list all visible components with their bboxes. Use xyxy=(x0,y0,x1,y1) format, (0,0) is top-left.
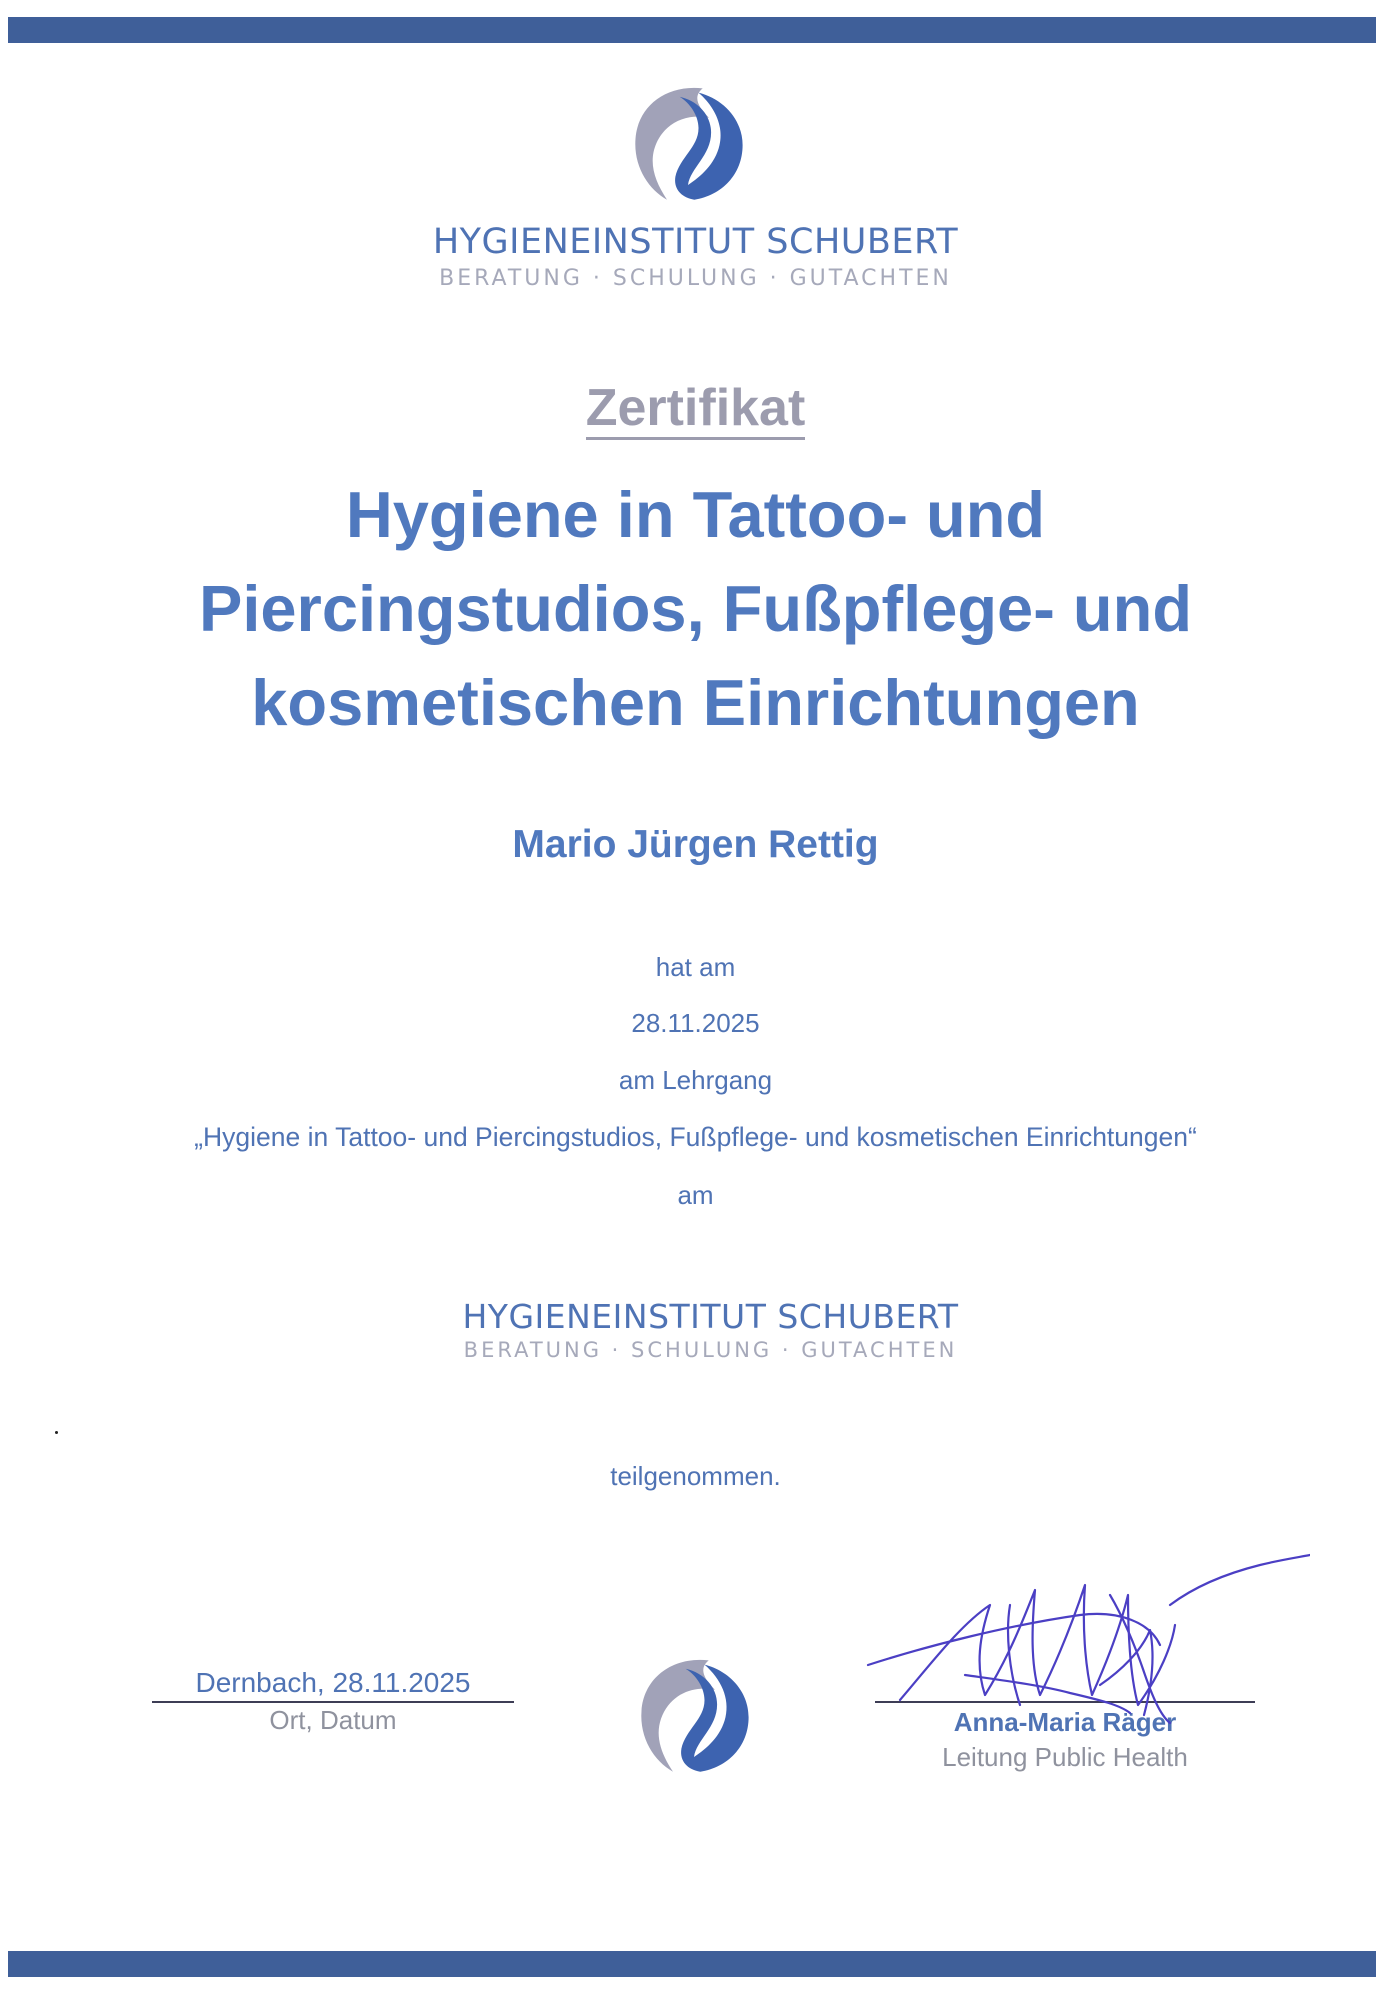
place-date-label: Ort, Datum xyxy=(269,1705,397,1735)
scan-speck xyxy=(55,1431,58,1434)
institute-name: HYGIENEINSTITUT SCHUBERT xyxy=(432,222,959,262)
certificate-title-line: Piercingstudios, Fußpflege- und xyxy=(198,572,1193,645)
text-am-lehrgang: am Lehrgang xyxy=(618,1065,773,1095)
text-hat-am: hat am xyxy=(655,952,736,982)
bottom-border-bar xyxy=(8,1951,1376,1977)
swoosh-s-logo-icon xyxy=(631,1652,757,1778)
place-date-underline xyxy=(152,1701,514,1703)
text-teilgenommen: teilgenommen. xyxy=(610,1461,781,1491)
recipient-name: Mario Jürgen Rettig xyxy=(512,823,879,866)
certificate-label xyxy=(0,378,1391,438)
institute-tagline: BERATUNG · SCHULUNG · GUTACHTEN xyxy=(439,266,952,291)
certificate-title-line: Hygiene in Tattoo- und xyxy=(345,478,1046,551)
course-date: 28.11.2025 xyxy=(631,1008,760,1038)
certificate-title xyxy=(0,468,1391,750)
signer-name: Anna-Maria Räger xyxy=(953,1707,1177,1737)
swoosh-s-logo-icon xyxy=(625,80,751,206)
institute-tagline-body: BERATUNG · SCHULUNG · GUTACHTEN xyxy=(463,1338,958,1362)
certificate-title-line: kosmetischen Einrichtungen xyxy=(251,666,1140,739)
institute-name-body: HYGIENEINSTITUT SCHUBERT xyxy=(462,1297,959,1336)
course-title-quote: „Hygiene in Tattoo- und Piercingstudios, Fußpflege- und kosmetischen Einrichtungen“ xyxy=(194,1122,1197,1152)
place-date-value: Dernbach, 28.11.2025 xyxy=(195,1667,471,1698)
top-border-bar xyxy=(8,17,1376,43)
text-am: am xyxy=(677,1180,714,1210)
certificate-label-text: Zertifikat xyxy=(586,379,806,440)
signer-role: Leitung Public Health xyxy=(942,1742,1188,1772)
handwritten-signature xyxy=(860,1545,1310,1745)
